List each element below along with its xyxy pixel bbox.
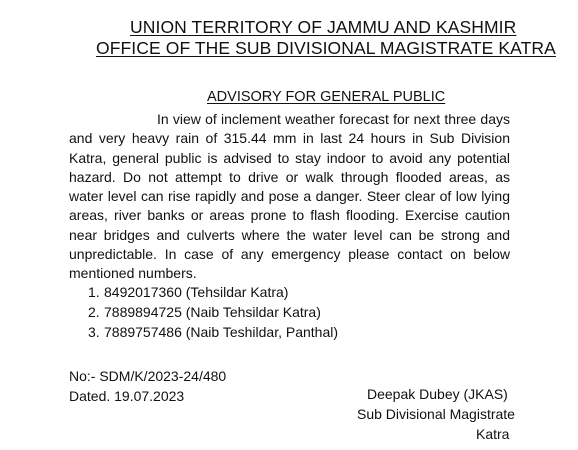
header-line-2: OFFICE OF THE SUB DIVISIONAL MAGISTRATE KATRA (96, 38, 556, 58)
reference-number: No:- SDM/K/2023-24/480 (69, 368, 227, 384)
contact-text: 7889894725 (Naib Tehsildar Katra) (104, 304, 321, 320)
contact-text: 8492017360 (Tehsildar Katra) (104, 284, 289, 300)
contact-item (88, 322, 338, 342)
signatory-title: Sub Divisional Magistrate (357, 406, 515, 422)
header-line-1: UNION TERRITORY OF JAMMU AND KASHMIR (130, 17, 517, 37)
contact-index: 2. (88, 304, 100, 320)
signatory-place: Katra (476, 426, 510, 442)
advisory-title: ADVISORY FOR GENERAL PUBLIC (207, 89, 446, 105)
advisory-body: In view of inclement weather forecast for next three days and very heavy rain of 315.44 mm in last 24 hours in Sub Division Katra, general public is advised to stay indoor to avoid any potential hazard. Do not attempt to drive or walk through flooded areas, as water level can rise rapidly and pose a danger. Steer clear of low lying areas, river banks or areas prone to flash flooding. Exercise caution near bridges and culverts where the water level can be strong and unpredictable. In case of any emergency please contact on below mentioned numbers. (69, 111, 510, 282)
contact-item (88, 302, 338, 322)
contact-text: 7889757486 (Naib Teshildar, Panthal) (104, 324, 339, 340)
contact-index: 3. (88, 324, 100, 340)
contact-index: 1. (88, 284, 100, 300)
contact-list (88, 282, 338, 342)
document-date: Dated. 19.07.2023 (69, 388, 185, 404)
signatory-name: Deepak Dubey (JKAS) (367, 386, 508, 402)
contact-item (88, 282, 338, 302)
